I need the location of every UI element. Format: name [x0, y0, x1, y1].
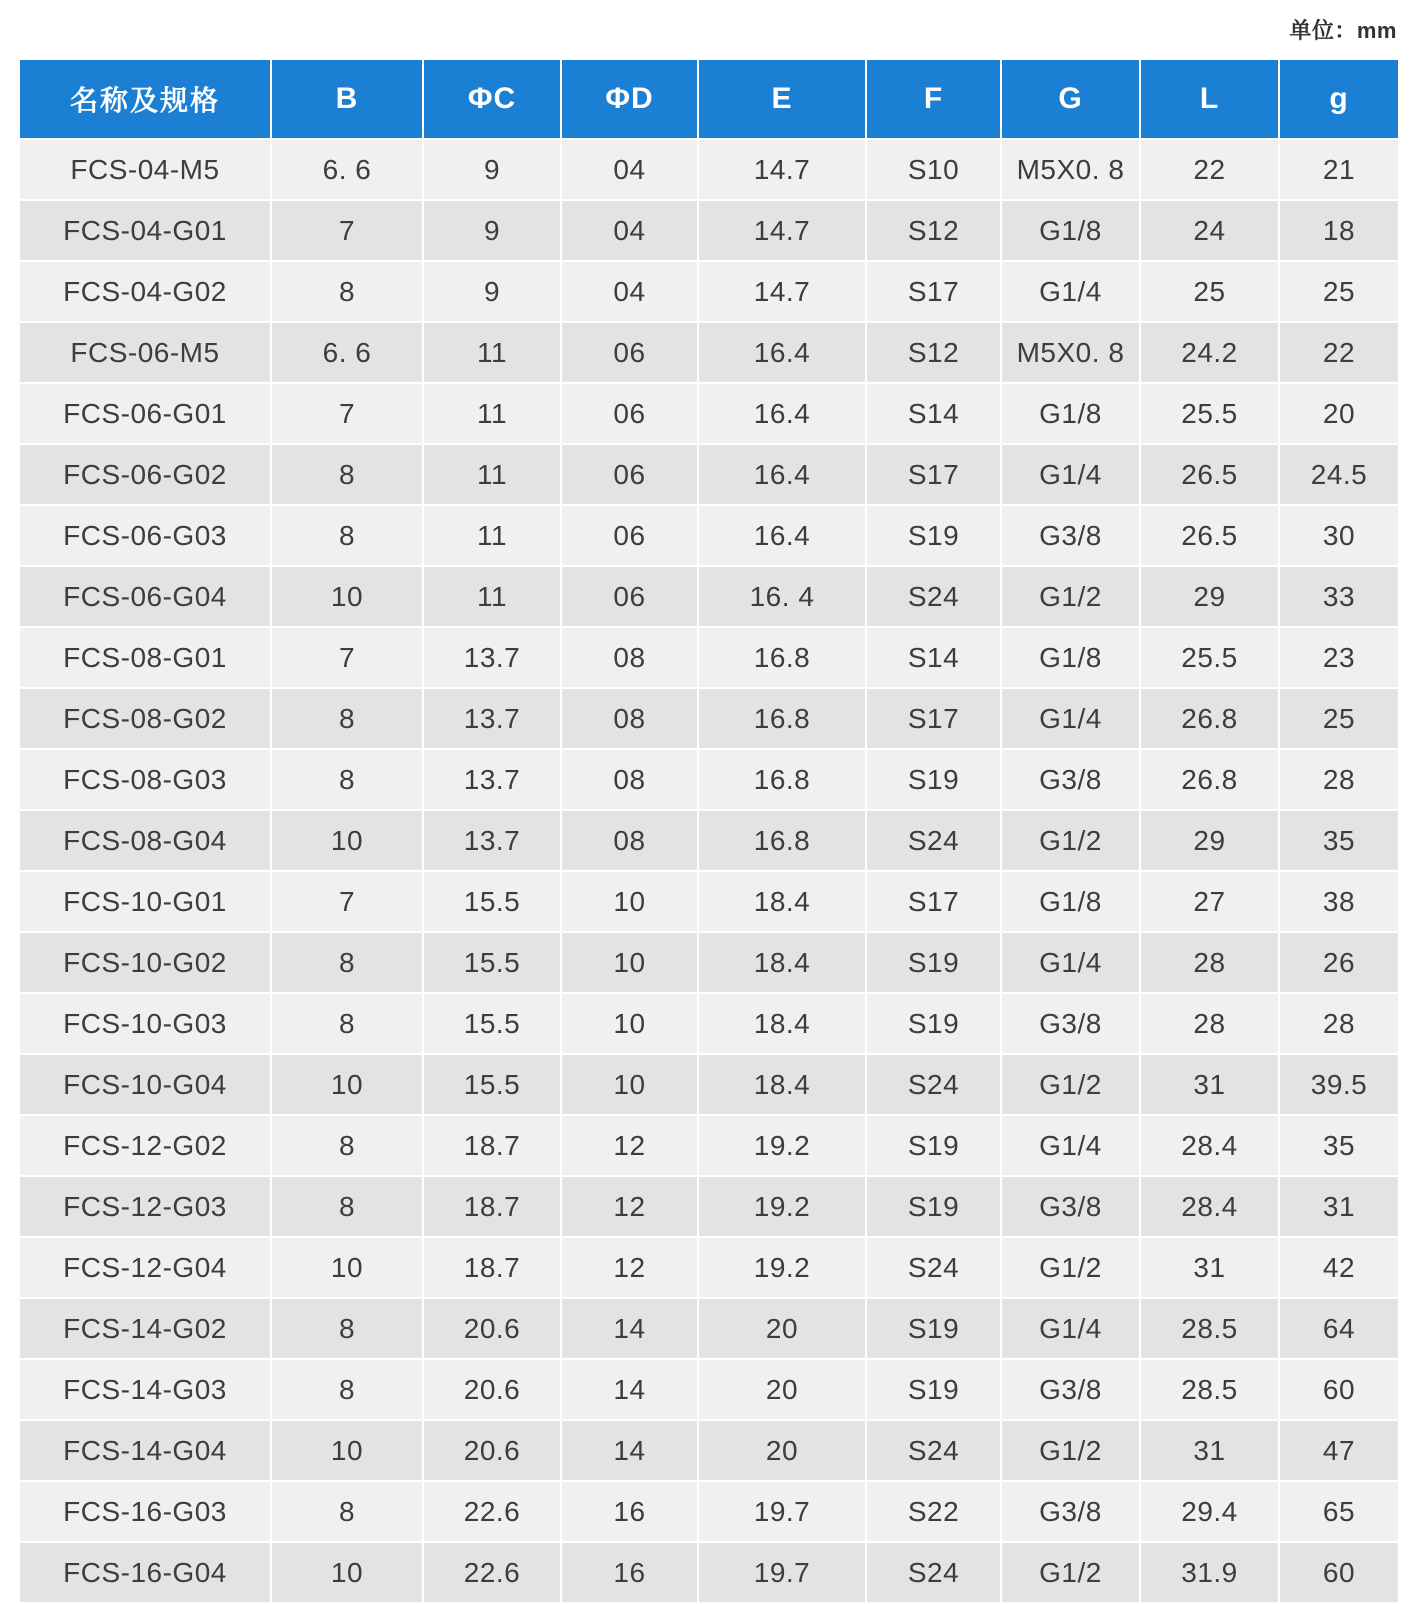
cell-value: 11 [423, 322, 561, 383]
column-header-g: G [1001, 59, 1140, 139]
cell-value: 12 [561, 1176, 698, 1237]
cell-value: 39.5 [1279, 1054, 1399, 1115]
cell-value: 29.4 [1140, 1481, 1279, 1542]
cell-value: 8 [271, 1481, 423, 1542]
cell-value: 28 [1279, 993, 1399, 1054]
cell-value: G1/4 [1001, 932, 1140, 993]
cell-value: G1/4 [1001, 1115, 1140, 1176]
cell-value: 25 [1279, 688, 1399, 749]
cell-value: 11 [423, 566, 561, 627]
cell-value: 16.4 [698, 322, 866, 383]
cell-value: M5X0. 8 [1001, 139, 1140, 200]
cell-value: 16.8 [698, 810, 866, 871]
cell-value: 16. 4 [698, 566, 866, 627]
cell-value: 25.5 [1140, 627, 1279, 688]
cell-value: 8 [271, 688, 423, 749]
cell-value: 20 [698, 1420, 866, 1481]
cell-value: 31 [1140, 1420, 1279, 1481]
cell-value: 06 [561, 444, 698, 505]
cell-value: 13.7 [423, 627, 561, 688]
cell-value: 7 [271, 627, 423, 688]
cell-value: 7 [271, 200, 423, 261]
cell-value: 7 [271, 871, 423, 932]
cell-value: 18.7 [423, 1115, 561, 1176]
cell-value: 06 [561, 383, 698, 444]
table-header [19, 59, 1399, 139]
cell-value: S19 [866, 749, 1001, 810]
cell-value: 26.8 [1140, 749, 1279, 810]
column-header-g: g [1279, 59, 1399, 139]
table-row [19, 627, 1399, 688]
cell-value: 16 [561, 1481, 698, 1542]
unit-note: 单位：mm [1289, 18, 1397, 43]
table-row [19, 871, 1399, 932]
cell-value: 14.7 [698, 139, 866, 200]
cell-product-name: FCS-06-G03 [19, 505, 271, 566]
cell-value: G1/2 [1001, 1054, 1140, 1115]
table-row [19, 1359, 1399, 1420]
cell-value: 7 [271, 383, 423, 444]
cell-value: S14 [866, 383, 1001, 444]
cell-value: S24 [866, 1237, 1001, 1298]
cell-value: 26.5 [1140, 505, 1279, 566]
cell-value: G1/4 [1001, 261, 1140, 322]
cell-value: G1/2 [1001, 1542, 1140, 1603]
specification-table [18, 58, 1400, 1604]
column-header-d: ΦD [561, 59, 698, 139]
cell-value: G3/8 [1001, 1176, 1140, 1237]
cell-value: 10 [271, 810, 423, 871]
cell-product-name: FCS-08-G03 [19, 749, 271, 810]
cell-value: 14 [561, 1420, 698, 1481]
cell-value: S19 [866, 993, 1001, 1054]
cell-value: 65 [1279, 1481, 1399, 1542]
cell-value: S22 [866, 1481, 1001, 1542]
cell-value: 19.7 [698, 1542, 866, 1603]
column-header-name: 名称及规格 [19, 59, 271, 139]
cell-value: 22 [1279, 322, 1399, 383]
cell-value: 9 [423, 200, 561, 261]
table-row [19, 505, 1399, 566]
cell-value: 8 [271, 932, 423, 993]
table-row [19, 932, 1399, 993]
cell-value: 10 [271, 1420, 423, 1481]
cell-value: 29 [1140, 810, 1279, 871]
cell-value: 18.4 [698, 871, 866, 932]
table-row [19, 1176, 1399, 1237]
table-row [19, 1237, 1399, 1298]
cell-product-name: FCS-10-G04 [19, 1054, 271, 1115]
cell-product-name: FCS-16-G03 [19, 1481, 271, 1542]
cell-value: 24 [1140, 200, 1279, 261]
cell-value: 8 [271, 261, 423, 322]
cell-value: S19 [866, 1359, 1001, 1420]
cell-value: S12 [866, 200, 1001, 261]
cell-value: 16.8 [698, 627, 866, 688]
cell-value: 8 [271, 1359, 423, 1420]
cell-product-name: FCS-14-G03 [19, 1359, 271, 1420]
table-row [19, 200, 1399, 261]
cell-value: 60 [1279, 1542, 1399, 1603]
cell-value: 23 [1279, 627, 1399, 688]
cell-value: 64 [1279, 1298, 1399, 1359]
column-header-f: F [866, 59, 1001, 139]
cell-product-name: FCS-08-G04 [19, 810, 271, 871]
cell-value: 35 [1279, 1115, 1399, 1176]
cell-value: G1/8 [1001, 200, 1140, 261]
cell-value: 08 [561, 688, 698, 749]
cell-value: 11 [423, 383, 561, 444]
table-row [19, 993, 1399, 1054]
cell-value: 47 [1279, 1420, 1399, 1481]
table-row [19, 444, 1399, 505]
cell-value: 21 [1279, 139, 1399, 200]
cell-value: 33 [1279, 566, 1399, 627]
table-row [19, 688, 1399, 749]
cell-value: 15.5 [423, 871, 561, 932]
cell-value: 15.5 [423, 932, 561, 993]
cell-value: 13.7 [423, 688, 561, 749]
table-row [19, 261, 1399, 322]
cell-value: 16.4 [698, 505, 866, 566]
cell-value: 60 [1279, 1359, 1399, 1420]
cell-product-name: FCS-04-G01 [19, 200, 271, 261]
cell-value: 11 [423, 444, 561, 505]
column-header-c: ΦC [423, 59, 561, 139]
cell-value: S17 [866, 444, 1001, 505]
cell-value: 8 [271, 1176, 423, 1237]
cell-value: 26.5 [1140, 444, 1279, 505]
cell-product-name: FCS-04-M5 [19, 139, 271, 200]
cell-value: 13.7 [423, 810, 561, 871]
cell-value: S17 [866, 261, 1001, 322]
cell-value: 14.7 [698, 261, 866, 322]
cell-value: 22 [1140, 139, 1279, 200]
cell-value: 6. 6 [271, 322, 423, 383]
cell-value: S19 [866, 1298, 1001, 1359]
cell-value: 14.7 [698, 200, 866, 261]
cell-value: 10 [271, 1054, 423, 1115]
cell-value: S19 [866, 1176, 1001, 1237]
table-row [19, 810, 1399, 871]
cell-value: S19 [866, 932, 1001, 993]
cell-value: 26.8 [1140, 688, 1279, 749]
cell-value: 28 [1140, 993, 1279, 1054]
table-row [19, 1481, 1399, 1542]
spec-table-container [18, 58, 1398, 1604]
cell-product-name: FCS-06-G01 [19, 383, 271, 444]
cell-product-name: FCS-04-G02 [19, 261, 271, 322]
cell-value: 15.5 [423, 1054, 561, 1115]
cell-value: 20.6 [423, 1298, 561, 1359]
cell-value: 38 [1279, 871, 1399, 932]
cell-value: 30 [1279, 505, 1399, 566]
cell-value: S10 [866, 139, 1001, 200]
cell-value: G1/8 [1001, 627, 1140, 688]
cell-value: 31 [1140, 1054, 1279, 1115]
cell-value: G1/2 [1001, 566, 1140, 627]
cell-value: G1/2 [1001, 810, 1140, 871]
cell-value: 13.7 [423, 749, 561, 810]
cell-value: S17 [866, 688, 1001, 749]
cell-value: 18 [1279, 200, 1399, 261]
cell-value: 25 [1140, 261, 1279, 322]
cell-value: 18.4 [698, 993, 866, 1054]
cell-value: 31.9 [1140, 1542, 1279, 1603]
cell-value: 10 [271, 566, 423, 627]
cell-value: 24.5 [1279, 444, 1399, 505]
cell-value: 10 [271, 1237, 423, 1298]
cell-value: S12 [866, 322, 1001, 383]
cell-value: 19.2 [698, 1115, 866, 1176]
cell-value: G1/4 [1001, 1298, 1140, 1359]
header-row [19, 59, 1399, 139]
cell-value: G1/2 [1001, 1237, 1140, 1298]
cell-value: 24.2 [1140, 322, 1279, 383]
cell-value: 31 [1279, 1176, 1399, 1237]
cell-product-name: FCS-12-G03 [19, 1176, 271, 1237]
table-row [19, 383, 1399, 444]
cell-product-name: FCS-14-G02 [19, 1298, 271, 1359]
cell-value: 18.7 [423, 1176, 561, 1237]
cell-value: 18.4 [698, 1054, 866, 1115]
cell-value: 04 [561, 261, 698, 322]
cell-product-name: FCS-14-G04 [19, 1420, 271, 1481]
cell-value: 22.6 [423, 1542, 561, 1603]
cell-product-name: FCS-12-G04 [19, 1237, 271, 1298]
cell-product-name: FCS-08-G02 [19, 688, 271, 749]
cell-value: 8 [271, 1298, 423, 1359]
cell-value: 08 [561, 749, 698, 810]
cell-value: 22.6 [423, 1481, 561, 1542]
cell-value: S24 [866, 1420, 1001, 1481]
table-row [19, 1420, 1399, 1481]
cell-value: G3/8 [1001, 1359, 1140, 1420]
cell-product-name: FCS-08-G01 [19, 627, 271, 688]
cell-value: 9 [423, 139, 561, 200]
cell-value: S19 [866, 505, 1001, 566]
table-row [19, 749, 1399, 810]
cell-value: 06 [561, 566, 698, 627]
table-row [19, 1054, 1399, 1115]
cell-value: G3/8 [1001, 749, 1140, 810]
column-header-e: E [698, 59, 866, 139]
cell-value: G1/8 [1001, 383, 1140, 444]
cell-value: 15.5 [423, 993, 561, 1054]
cell-value: M5X0. 8 [1001, 322, 1140, 383]
cell-value: 04 [561, 200, 698, 261]
cell-value: 10 [561, 871, 698, 932]
cell-product-name: FCS-10-G02 [19, 932, 271, 993]
cell-value: 14 [561, 1359, 698, 1420]
cell-value: G1/4 [1001, 444, 1140, 505]
cell-value: G3/8 [1001, 505, 1140, 566]
cell-value: 35 [1279, 810, 1399, 871]
table-row [19, 566, 1399, 627]
cell-value: S19 [866, 1115, 1001, 1176]
cell-product-name: FCS-06-G02 [19, 444, 271, 505]
cell-value: 16.4 [698, 383, 866, 444]
table-row [19, 1298, 1399, 1359]
cell-value: 28 [1140, 932, 1279, 993]
cell-value: S24 [866, 810, 1001, 871]
cell-value: 19.2 [698, 1176, 866, 1237]
cell-value: G1/4 [1001, 688, 1140, 749]
cell-value: S24 [866, 566, 1001, 627]
cell-value: S14 [866, 627, 1001, 688]
cell-value: 28 [1279, 749, 1399, 810]
cell-product-name: FCS-10-G01 [19, 871, 271, 932]
cell-value: 28.4 [1140, 1176, 1279, 1237]
cell-product-name: FCS-12-G02 [19, 1115, 271, 1176]
cell-value: 31 [1140, 1237, 1279, 1298]
cell-value: 10 [561, 993, 698, 1054]
table-row [19, 139, 1399, 200]
cell-product-name: FCS-06-M5 [19, 322, 271, 383]
cell-value: 10 [561, 932, 698, 993]
cell-value: 08 [561, 810, 698, 871]
cell-value: 18.7 [423, 1237, 561, 1298]
cell-value: 11 [423, 505, 561, 566]
cell-value: 04 [561, 139, 698, 200]
cell-value: 25.5 [1140, 383, 1279, 444]
cell-value: 28.4 [1140, 1115, 1279, 1176]
cell-value: 20 [1279, 383, 1399, 444]
cell-value: 10 [561, 1054, 698, 1115]
cell-value: 08 [561, 627, 698, 688]
cell-value: 19.7 [698, 1481, 866, 1542]
cell-value: G3/8 [1001, 993, 1140, 1054]
cell-value: 8 [271, 993, 423, 1054]
cell-value: S24 [866, 1542, 1001, 1603]
cell-value: 29 [1140, 566, 1279, 627]
cell-product-name: FCS-16-G04 [19, 1542, 271, 1603]
cell-value: 06 [561, 322, 698, 383]
cell-value: G1/8 [1001, 871, 1140, 932]
cell-value: 18.4 [698, 932, 866, 993]
cell-value: S17 [866, 871, 1001, 932]
cell-value: 8 [271, 749, 423, 810]
cell-value: G3/8 [1001, 1481, 1140, 1542]
cell-value: 16.8 [698, 749, 866, 810]
cell-value: 8 [271, 1115, 423, 1176]
cell-value: 28.5 [1140, 1359, 1279, 1420]
cell-value: 20 [698, 1298, 866, 1359]
cell-value: 20.6 [423, 1420, 561, 1481]
cell-product-name: FCS-10-G03 [19, 993, 271, 1054]
table-row [19, 1542, 1399, 1603]
cell-value: 10 [271, 1542, 423, 1603]
cell-value: 8 [271, 444, 423, 505]
cell-value: 28.5 [1140, 1298, 1279, 1359]
cell-value: 9 [423, 261, 561, 322]
cell-value: 06 [561, 505, 698, 566]
column-header-l: L [1140, 59, 1279, 139]
cell-value: 27 [1140, 871, 1279, 932]
cell-value: G1/2 [1001, 1420, 1140, 1481]
cell-value: 12 [561, 1237, 698, 1298]
cell-value: 25 [1279, 261, 1399, 322]
cell-value: 16 [561, 1542, 698, 1603]
cell-value: S24 [866, 1054, 1001, 1115]
cell-value: 19.2 [698, 1237, 866, 1298]
cell-value: 16.8 [698, 688, 866, 749]
cell-value: 6. 6 [271, 139, 423, 200]
column-header-b: B [271, 59, 423, 139]
cell-value: 12 [561, 1115, 698, 1176]
cell-product-name: FCS-06-G04 [19, 566, 271, 627]
cell-value: 26 [1279, 932, 1399, 993]
cell-value: 14 [561, 1298, 698, 1359]
table-row [19, 1115, 1399, 1176]
table-body [19, 139, 1399, 1603]
cell-value: 8 [271, 505, 423, 566]
cell-value: 20 [698, 1359, 866, 1420]
cell-value: 20.6 [423, 1359, 561, 1420]
cell-value: 42 [1279, 1237, 1399, 1298]
table-row [19, 322, 1399, 383]
cell-value: 16.4 [698, 444, 866, 505]
